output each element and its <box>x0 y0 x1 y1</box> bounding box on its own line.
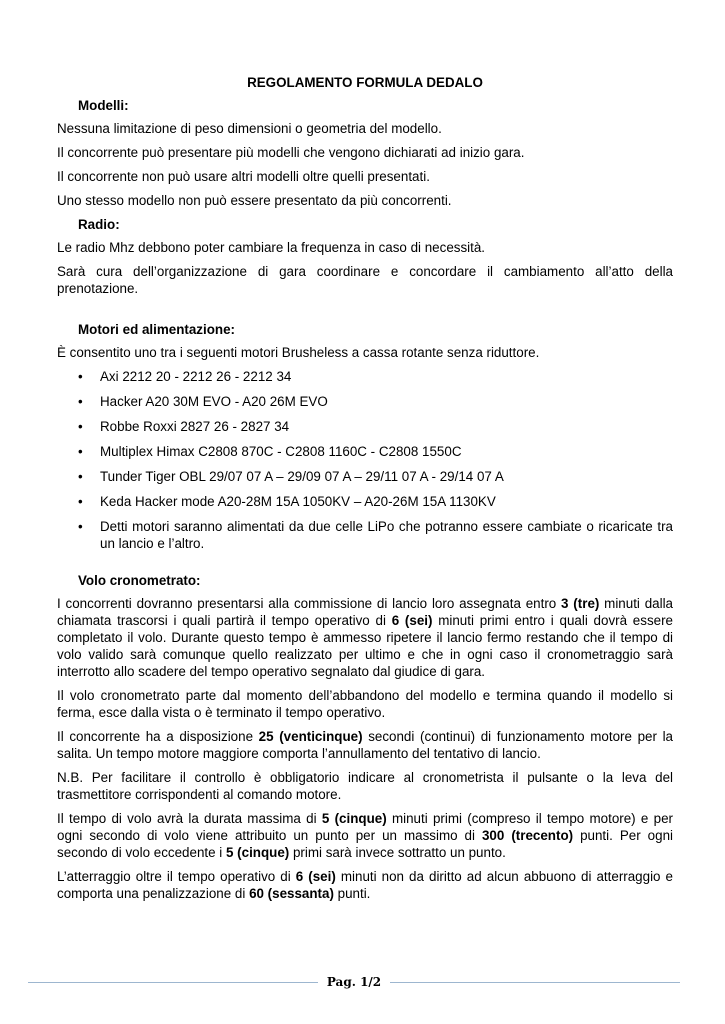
page-footer <box>28 974 680 992</box>
volo-paragraph-3: Il concorrente ha a disposizione 25 (venticinque) secondi (continui) di funzionamento motore per la salita. Un tempo motore maggiore comporta l’annullamento del tentativo di lancio. <box>57 729 673 761</box>
section-heading-modelli: Modelli: <box>78 98 129 113</box>
modelli-paragraph-4: Uno stesso modello non può essere presentato da più concorrenti. <box>57 193 452 208</box>
list-item: • Multiplex Himax C2808 870C - C2808 1160C - C2808 1550C <box>78 444 462 459</box>
section-heading-motori: Motori ed alimentazione: <box>78 322 235 337</box>
section-heading-radio: Radio: <box>78 217 120 232</box>
list-item: • Hacker A20 30M EVO - A20 26M EVO <box>78 394 328 409</box>
list-item: • Axi 2212 20 - 2212 26 - 2212 34 <box>78 369 292 384</box>
bullet-icon: • <box>78 444 83 459</box>
volo-paragraph-4: N.B. Per facilitare il controllo è obbligatorio indicare al cronometrista il pulsante o la leva del trasmettitore corrispondenti al comando motore. <box>57 770 673 802</box>
list-item: • Tunder Tiger OBL 29/07 07 A – 29/09 07 A – 29/11 07 A - 29/14 07 A <box>78 469 504 484</box>
motori-intro: È consentito uno tra i seguenti motori Brusheless a cassa rotante senza riduttore. <box>57 345 540 360</box>
section-heading-volo: Volo cronometrato: <box>78 573 201 588</box>
modelli-paragraph-2: Il concorrente può presentare più modelli che vengono dichiarati ad inizio gara. <box>57 145 525 160</box>
bullet-icon: • <box>78 394 83 409</box>
bullet-icon: • <box>78 469 83 484</box>
list-item: • Keda Hacker mode A20-28M 15A 1050KV – A20-26M 15A 1130KV <box>78 494 496 509</box>
document-page <box>57 74 673 909</box>
bullet-icon: • <box>78 369 83 384</box>
bullet-icon: • <box>78 519 83 534</box>
volo-paragraph-5: Il tempo di volo avrà la durata massima di 5 (cinque) minuti primi (compreso il tempo motore) e per ogni secondo di volo viene attribuito un punto per un massimo di 300 (trecento) punti. Per ogni secondo di volo eccedente i 5 (cinque) primi sarà invece sottratto un punto. <box>57 811 673 860</box>
volo-paragraph-6: L’atterraggio oltre il tempo operativo di 6 (sei) minuti non da diritto ad alcun abbuono di atterraggio e comporta una penalizzazione di 60 (sessanta) punti. <box>57 869 674 901</box>
radio-paragraph-1: Le radio Mhz debbono poter cambiare la frequenza in caso di necessità. <box>57 240 486 255</box>
motor-list <box>57 368 673 552</box>
volo-paragraph-2: Il volo cronometrato parte dal momento dell’abbandono del modello e termina quando il modello si ferma, esce dalla vista o è terminato il tempo operativo. <box>57 688 673 720</box>
modelli-paragraph-3: Il concorrente non può usare altri modelli oltre quelli presentati. <box>57 169 430 184</box>
radio-paragraph-2: Sarà cura dell’organizzazione di gara coordinare e concordare il cambiamento all’atto della prenotazione. <box>57 264 673 296</box>
bullet-icon: • <box>78 494 83 509</box>
volo-paragraph-1: I concorrenti dovranno presentarsi alla commissione di lancio loro assegnata entro 3 (tre) minuti dalla chiamata trascorsi i quali partirà il tempo operativo di 6 (sei) minuti primi entro i quali dovrà essere completato il volo. Durante questo tempo è ammesso ripetere il lancio fermo restando che il tempo di volo valido sarà comunque quello realizzato per ultimo e che in ogni caso il cronometraggio sarà interrotto allo scadere del tempo operativo segnalato dal giudice di gara. <box>57 596 674 679</box>
list-item: • Robbe Roxxi 2827 26 - 2827 34 <box>78 419 290 434</box>
document-title: REGOLAMENTO FORMULA DEDALO <box>247 75 483 90</box>
modelli-paragraph-1: Nessuna limitazione di peso dimensioni o geometria del modello. <box>57 121 442 136</box>
bullet-icon: • <box>78 419 83 434</box>
page-number: Pag. 1/2 <box>326 975 382 989</box>
list-item: • Detti motori saranno alimentati da due celle LiPo che potranno essere cambiate o ricaricate tra un lancio e l’altro. <box>78 519 673 551</box>
